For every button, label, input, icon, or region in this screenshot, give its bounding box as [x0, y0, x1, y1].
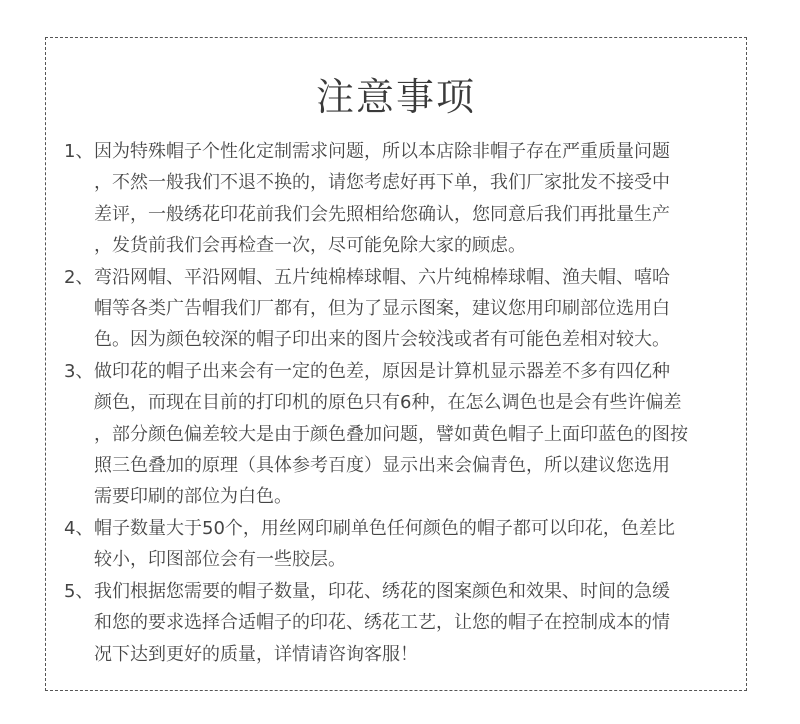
notes-list: [64, 136, 732, 670]
note-item: [64, 576, 732, 670]
page-title: 注意事项: [315, 75, 476, 119]
note-line: 颜色，而现在目前的打印机的原色只有6种，在怎么调色也是会有些许偏差: [94, 392, 682, 414]
note-line: 弯沿网帽、平沿网帽、五片纯棉棒球帽、六片纯棉棒球帽、渔夫帽、嘻哈: [94, 266, 670, 288]
note-line: 帽等各类广告帽我们厂都有，但为了显示图案，建议您用印刷部位选用白: [94, 298, 670, 320]
note-line: 帽子数量大于50个，用丝网印刷单色任何颜色的帽子都可以印花，色差比: [94, 517, 675, 539]
note-line: ，部分颜色偏差较大是由于颜色叠加问题，譬如黄色帽子上面印蓝色的图按: [94, 423, 688, 445]
note-line: 需要印刷的部位为白色。: [94, 486, 292, 508]
note-line: 因为特殊帽子个性化定制需求问题，所以本店除非帽子存在严重质量问题: [94, 141, 670, 162]
note-line: 差评，一般绣花印花前我们会先照相给您确认，您同意后我们再批量生产: [94, 203, 670, 225]
note-number: 5、: [64, 580, 94, 602]
note-number: 1、: [64, 141, 94, 162]
note-number: 4、: [64, 517, 94, 539]
note-line: 照三色叠加的原理（具体参考百度）显示出来会偏青色，所以建议您选用: [94, 455, 670, 477]
note-line: ，不然一般我们不退不换的，请您考虑好再下单，我们厂家批发不接受中: [94, 172, 670, 194]
note-item: [64, 136, 732, 262]
note-line: 况下达到更好的质量，详情请咨询客服！: [94, 643, 418, 665]
note-line: 和您的要求选择合适帽子的印花、绣花工艺，让您的帽子在控制成本的情: [94, 612, 670, 634]
note-line: 做印花的帽子出来会有一定的色差，原因是计算机显示器差不多有四亿种: [94, 360, 670, 382]
note-line: 色。因为颜色较深的帽子印出来的图片会较浅或者有可能色差相对较大。: [94, 329, 670, 351]
note-number: 2、: [64, 266, 94, 288]
note-line: 较小，印图部位会有一些胶层。: [94, 549, 346, 571]
note-item: [64, 513, 732, 576]
note-number: 3、: [64, 360, 94, 382]
note-line: 我们根据您需要的帽子数量，印花、绣花的图案颜色和效果、时间的急缓: [94, 580, 670, 602]
note-item: [64, 262, 732, 356]
notice-frame: [45, 37, 747, 691]
note-line: ，发货前我们会再检查一次，尽可能免除大家的顾虑。: [94, 235, 526, 257]
note-item: [64, 356, 732, 513]
